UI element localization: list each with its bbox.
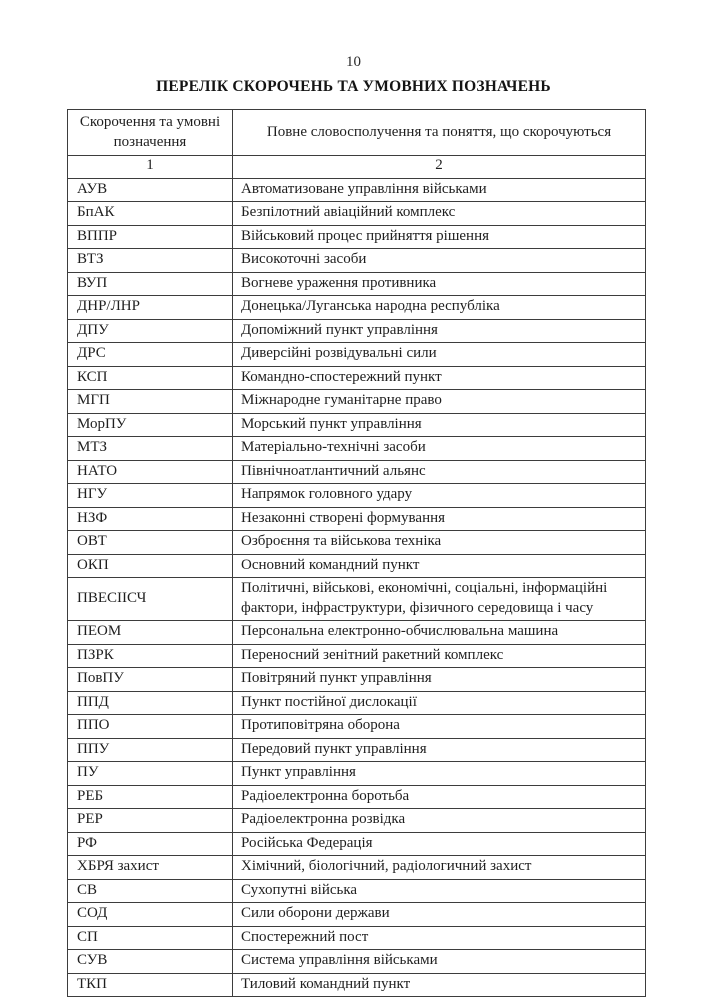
table-row bbox=[68, 785, 646, 809]
full-term-cell: Хімічний, біологічний, радіологичний захист bbox=[233, 856, 646, 880]
table-row bbox=[68, 738, 646, 762]
table-row bbox=[68, 950, 646, 974]
column-header-abbreviation: Скорочення та умовні позначення bbox=[68, 110, 233, 156]
table-row bbox=[68, 460, 646, 484]
table-row bbox=[68, 319, 646, 343]
full-term-cell: Морський пункт управління bbox=[233, 413, 646, 437]
table-row bbox=[68, 926, 646, 950]
full-term-cell: Високоточні засоби bbox=[233, 249, 646, 273]
abbreviation-cell: СОД bbox=[68, 903, 233, 927]
table-row bbox=[68, 973, 646, 997]
table-row bbox=[68, 879, 646, 903]
table-row bbox=[68, 507, 646, 531]
full-term-cell: Допоміжний пункт управління bbox=[233, 319, 646, 343]
full-term-cell: Протиповітряна оборона bbox=[233, 715, 646, 739]
abbreviation-cell: МорПУ bbox=[68, 413, 233, 437]
full-term-cell: Сили оборони держави bbox=[233, 903, 646, 927]
abbreviation-cell: ППД bbox=[68, 691, 233, 715]
abbreviation-cell: НГУ bbox=[68, 484, 233, 508]
full-term-cell: Незаконні створені формування bbox=[233, 507, 646, 531]
full-term-cell: Вогневе ураження противника bbox=[233, 272, 646, 296]
table-row bbox=[68, 366, 646, 390]
abbreviation-cell: ПВЕСІІСЧ bbox=[68, 578, 233, 621]
abbreviation-cell: ХБРЯ захист bbox=[68, 856, 233, 880]
full-term-cell: Радіоелектронна боротьба bbox=[233, 785, 646, 809]
table-header-row bbox=[68, 110, 646, 156]
full-term-cell: Безпілотний авіаційний комплекс bbox=[233, 202, 646, 226]
full-term-cell: Донецька/Луганська народна республіка bbox=[233, 296, 646, 320]
abbreviation-cell: ППО bbox=[68, 715, 233, 739]
full-term-cell: Пункт постійної дислокації bbox=[233, 691, 646, 715]
table-row bbox=[68, 668, 646, 692]
abbreviation-cell: ОКП bbox=[68, 554, 233, 578]
full-term-cell: Переносний зенітний ракетний комплекс bbox=[233, 644, 646, 668]
abbreviation-cell: МГП bbox=[68, 390, 233, 414]
table-row bbox=[68, 343, 646, 367]
abbreviations-table bbox=[67, 109, 646, 997]
abbreviation-cell: ВППР bbox=[68, 225, 233, 249]
abbreviation-cell: ДПУ bbox=[68, 319, 233, 343]
abbreviation-cell: ППУ bbox=[68, 738, 233, 762]
full-term-cell: Радіоелектронна розвідка bbox=[233, 809, 646, 833]
abbreviation-cell: СП bbox=[68, 926, 233, 950]
full-term-cell: Озброєння та військова техніка bbox=[233, 531, 646, 555]
column-header-full-term: Повне словосполучення та поняття, що скорочуються bbox=[233, 110, 646, 156]
full-term-cell: Військовий процес прийняття рішення bbox=[233, 225, 646, 249]
abbreviation-cell: РЕР bbox=[68, 809, 233, 833]
abbreviation-cell: МТЗ bbox=[68, 437, 233, 461]
column-number-1: 1 bbox=[68, 156, 233, 179]
table-row bbox=[68, 178, 646, 202]
abbreviation-cell: ОВТ bbox=[68, 531, 233, 555]
table-row bbox=[68, 578, 646, 621]
abbreviation-cell: ПЗРК bbox=[68, 644, 233, 668]
full-term-cell: Сухопутні війська bbox=[233, 879, 646, 903]
table-row bbox=[68, 413, 646, 437]
abbreviation-cell: ПЕОМ bbox=[68, 621, 233, 645]
page-number: 10 bbox=[346, 54, 361, 70]
full-term-cell: Система управління військами bbox=[233, 950, 646, 974]
table-row bbox=[68, 202, 646, 226]
table-row bbox=[68, 484, 646, 508]
abbreviation-cell: ДНР/ЛНР bbox=[68, 296, 233, 320]
full-term-cell: Матеріально-технічні засоби bbox=[233, 437, 646, 461]
full-term-cell: Персональна електронно-обчислювальна машина bbox=[233, 621, 646, 645]
table-row bbox=[68, 691, 646, 715]
full-term-cell: Диверсійні розвідувальні сили bbox=[233, 343, 646, 367]
full-term-cell: Передовий пункт управління bbox=[233, 738, 646, 762]
table-row bbox=[68, 225, 646, 249]
table-row bbox=[68, 856, 646, 880]
table-row bbox=[68, 249, 646, 273]
table-numbering-row bbox=[68, 156, 646, 179]
abbreviation-cell: ВТЗ bbox=[68, 249, 233, 273]
column-number-2: 2 bbox=[233, 156, 646, 179]
abbreviation-cell: ДРС bbox=[68, 343, 233, 367]
abbreviation-cell: РФ bbox=[68, 832, 233, 856]
abbreviation-cell: РЕБ bbox=[68, 785, 233, 809]
full-term-cell: Напрямок головного удару bbox=[233, 484, 646, 508]
abbreviation-cell: ПовПУ bbox=[68, 668, 233, 692]
table-row bbox=[68, 715, 646, 739]
abbreviation-cell: АУВ bbox=[68, 178, 233, 202]
table-row bbox=[68, 832, 646, 856]
full-term-cell: Автоматизоване управління військами bbox=[233, 178, 646, 202]
abbreviation-cell: СУВ bbox=[68, 950, 233, 974]
abbreviation-cell: ТКП bbox=[68, 973, 233, 997]
full-term-cell: Повітряний пункт управління bbox=[233, 668, 646, 692]
abbreviation-cell: ПУ bbox=[68, 762, 233, 786]
abbreviations-table-body bbox=[68, 178, 646, 997]
full-term-cell: Основний командний пункт bbox=[233, 554, 646, 578]
full-term-cell: Пункт управління bbox=[233, 762, 646, 786]
abbreviation-cell: СВ bbox=[68, 879, 233, 903]
full-term-cell: Спостережний пост bbox=[233, 926, 646, 950]
abbreviation-cell: КСП bbox=[68, 366, 233, 390]
full-term-cell: Політичні, військові, економічні, соціальні, інформаційні фактори, інфраструктури, фізичного середовища і часу bbox=[233, 578, 646, 621]
full-term-cell: Командно-спостережний пункт bbox=[233, 366, 646, 390]
full-term-cell: Північноатлантичний альянс bbox=[233, 460, 646, 484]
table-row bbox=[68, 644, 646, 668]
table-row bbox=[68, 390, 646, 414]
table-row bbox=[68, 762, 646, 786]
table-row bbox=[68, 531, 646, 555]
table-row bbox=[68, 437, 646, 461]
abbreviation-cell: НАТО bbox=[68, 460, 233, 484]
full-term-cell: Російська Федерація bbox=[233, 832, 646, 856]
table-row bbox=[68, 272, 646, 296]
abbreviation-cell: БпАК bbox=[68, 202, 233, 226]
table-row bbox=[68, 621, 646, 645]
table-row bbox=[68, 903, 646, 927]
abbreviation-cell: ВУП bbox=[68, 272, 233, 296]
abbreviations-table-head bbox=[68, 110, 646, 179]
abbreviation-cell: НЗФ bbox=[68, 507, 233, 531]
table-row bbox=[68, 296, 646, 320]
page-title: ПЕРЕЛІК СКОРОЧЕНЬ ТА УМОВНИХ ПОЗНАЧЕНЬ bbox=[156, 78, 551, 95]
full-term-cell: Тиловий командний пункт bbox=[233, 973, 646, 997]
full-term-cell: Міжнародне гуманітарне право bbox=[233, 390, 646, 414]
table-row bbox=[68, 809, 646, 833]
table-row bbox=[68, 554, 646, 578]
